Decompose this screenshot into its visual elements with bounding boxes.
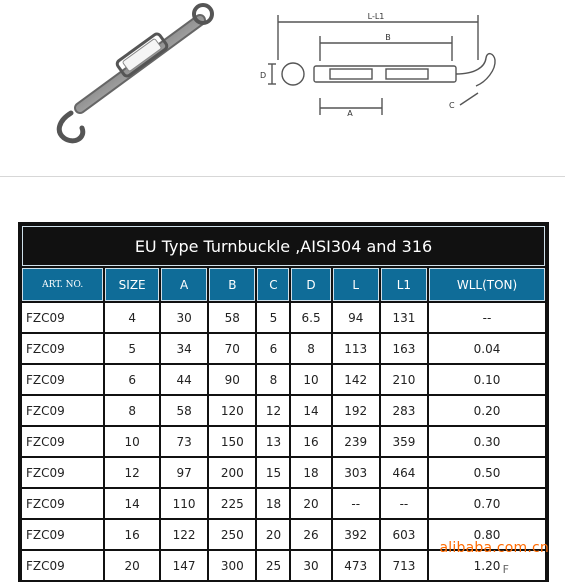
table-cell: 90: [209, 365, 255, 394]
table-cell: 225: [209, 489, 255, 518]
dimension-label-b: B: [385, 33, 391, 42]
table-row: [22, 427, 545, 456]
table-cell: 12: [257, 396, 289, 425]
table-cell: 603: [381, 520, 427, 549]
table-cell: 473: [333, 551, 379, 580]
specification-table: [20, 224, 547, 582]
table-cell: 147: [161, 551, 207, 580]
table-cell: 113: [333, 334, 379, 363]
column-header: L: [333, 268, 379, 301]
table-cell: 131: [381, 303, 427, 332]
table-cell: 10: [105, 427, 159, 456]
table-row: [22, 396, 545, 425]
table-row: [22, 303, 545, 332]
table-cell: 200: [209, 458, 255, 487]
table-cell: 250: [209, 520, 255, 549]
table-cell: 4: [105, 303, 159, 332]
table-cell: --: [381, 489, 427, 518]
table-cell: --: [429, 303, 545, 332]
table-cell: 8: [291, 334, 330, 363]
column-header: L1: [381, 268, 427, 301]
table-cell: 97: [161, 458, 207, 487]
table-header-row: [22, 268, 545, 301]
table-cell: 15: [257, 458, 289, 487]
table-cell: 8: [105, 396, 159, 425]
table-cell: 359: [381, 427, 427, 456]
column-header: ART. NO.: [22, 268, 103, 301]
watermark-text: alibaba.com.cn: [439, 540, 549, 556]
table-cell: 18: [291, 458, 330, 487]
table-cell: 5: [257, 303, 289, 332]
specification-table-container: [18, 222, 549, 582]
table-cell: 464: [381, 458, 427, 487]
table-cell: FZC09: [22, 551, 103, 580]
table-cell: 303: [333, 458, 379, 487]
table-cell: 58: [161, 396, 207, 425]
table-cell: 6.5: [291, 303, 330, 332]
turnbuckle-photo: [40, 0, 230, 145]
table-cell: FZC09: [22, 489, 103, 518]
column-header: WLL(TON): [429, 268, 545, 301]
column-header: SIZE: [105, 268, 159, 301]
section-divider: [0, 176, 565, 177]
table-cell: 142: [333, 365, 379, 394]
dimension-label-a: A: [347, 109, 353, 118]
table-cell: FZC09: [22, 396, 103, 425]
dimension-diagram: [250, 0, 540, 140]
table-cell: 14: [105, 489, 159, 518]
table-cell: 10: [291, 365, 330, 394]
table-cell: 192: [333, 396, 379, 425]
table-cell: 20: [291, 489, 330, 518]
table-cell: FZC09: [22, 520, 103, 549]
table-cell: 58: [209, 303, 255, 332]
column-header: C: [257, 268, 289, 301]
table-cell: 30: [161, 303, 207, 332]
table-cell: 8: [257, 365, 289, 394]
table-cell: 239: [333, 427, 379, 456]
table-cell: 713: [381, 551, 427, 580]
table-cell: 1.20: [429, 551, 545, 580]
dimension-label-d: D: [260, 71, 267, 80]
table-row: [22, 458, 545, 487]
table-cell: 20: [105, 551, 159, 580]
table-cell: 0.30: [429, 427, 545, 456]
table-cell: 163: [381, 334, 427, 363]
table-cell: 20: [257, 520, 289, 549]
table-cell: 300: [209, 551, 255, 580]
table-cell: 392: [333, 520, 379, 549]
table-cell: 6: [105, 365, 159, 394]
table-cell: 16: [105, 520, 159, 549]
table-cell: --: [333, 489, 379, 518]
table-cell: 94: [333, 303, 379, 332]
table-cell: 150: [209, 427, 255, 456]
table-cell: 13: [257, 427, 289, 456]
product-image-area: [0, 0, 565, 180]
table-cell: 44: [161, 365, 207, 394]
table-cell: 34: [161, 334, 207, 363]
footer-fragment: F: [502, 563, 509, 576]
table-cell: 70: [209, 334, 255, 363]
table-row: [22, 334, 545, 363]
table-cell: 73: [161, 427, 207, 456]
column-header: D: [291, 268, 330, 301]
table-cell: FZC09: [22, 427, 103, 456]
table-cell: 0.50: [429, 458, 545, 487]
table-cell: 283: [381, 396, 427, 425]
table-cell: 30: [291, 551, 330, 580]
table-cell: 16: [291, 427, 330, 456]
table-cell: 122: [161, 520, 207, 549]
table-cell: 18: [257, 489, 289, 518]
table-cell: 25: [257, 551, 289, 580]
column-header: A: [161, 268, 207, 301]
table-cell: 110: [161, 489, 207, 518]
dimension-label-l-l1: L-L1: [367, 12, 385, 21]
dimension-label-c: C: [449, 101, 455, 110]
table-cell: 14: [291, 396, 330, 425]
table-cell: 210: [381, 365, 427, 394]
table-cell: 26: [291, 520, 330, 549]
table-cell: 0.20: [429, 396, 545, 425]
table-row: [22, 489, 545, 518]
table-cell: 0.04: [429, 334, 545, 363]
table-cell: 0.70: [429, 489, 545, 518]
table-cell: 0.80: [429, 520, 545, 549]
table-body: [22, 303, 545, 580]
table-cell: 120: [209, 396, 255, 425]
table-title: EU Type Turnbuckle ,AISI304 and 316: [22, 226, 545, 266]
table-row: [22, 365, 545, 394]
table-cell: FZC09: [22, 303, 103, 332]
table-cell: 0.10: [429, 365, 545, 394]
table-cell: 6: [257, 334, 289, 363]
table-cell: 12: [105, 458, 159, 487]
table-cell: 5: [105, 334, 159, 363]
table-cell: FZC09: [22, 334, 103, 363]
column-header: B: [209, 268, 255, 301]
table-cell: FZC09: [22, 458, 103, 487]
table-cell: FZC09: [22, 365, 103, 394]
